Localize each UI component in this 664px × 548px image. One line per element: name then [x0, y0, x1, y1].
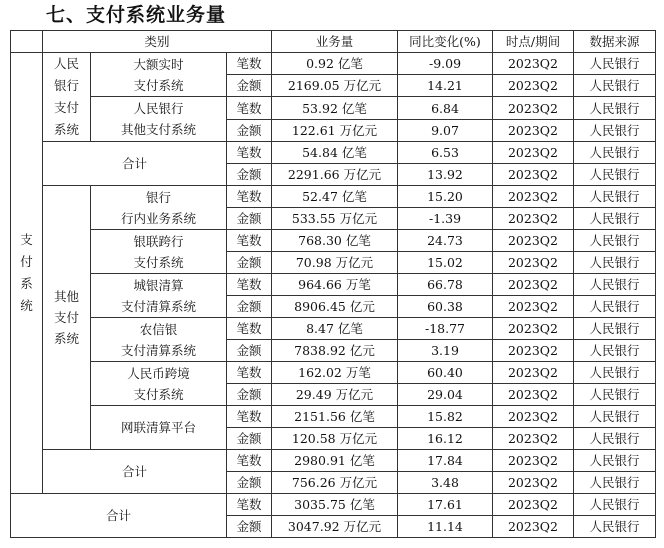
source-cell: 人民银行	[574, 494, 656, 516]
volume-cell: 2291.66 万亿元	[272, 164, 398, 186]
source-cell: 人民银行	[574, 97, 656, 120]
yoy-cell: 9.07	[398, 120, 493, 142]
yoy-cell: 29.04	[398, 384, 493, 406]
yoy-cell: -18.77	[398, 318, 493, 340]
volume-cell: 52.47 亿笔	[272, 186, 398, 208]
header-source: 数据来源	[574, 31, 656, 53]
metric-cell: 笔数	[227, 318, 272, 340]
volume-cell: 2151.56 亿笔	[272, 406, 398, 428]
period-cell: 2023Q2	[493, 164, 574, 186]
table-row	[11, 274, 656, 296]
source-cell: 人民银行	[574, 340, 656, 362]
volume-cell: 0.92 亿笔	[272, 53, 398, 75]
metric-cell: 笔数	[227, 274, 272, 296]
yoy-cell: 15.20	[398, 186, 493, 208]
volume-cell: 3035.75 亿笔	[272, 494, 398, 516]
metric-cell: 笔数	[227, 53, 272, 75]
metric-cell: 金额	[227, 75, 272, 97]
system-name: 农信银 支付清算系统	[91, 318, 227, 362]
volume-cell: 53.92 亿笔	[272, 97, 398, 120]
volume-cell: 8906.45 亿元	[272, 296, 398, 318]
period-cell: 2023Q2	[493, 252, 574, 274]
source-cell: 人民银行	[574, 472, 656, 494]
yoy-cell: -9.09	[398, 53, 493, 75]
yoy-cell: 14.21	[398, 75, 493, 97]
other-systems-label: 其他 支付 系统	[43, 186, 91, 450]
metric-cell: 笔数	[227, 186, 272, 208]
period-cell: 2023Q2	[493, 406, 574, 428]
period-cell: 2023Q2	[493, 186, 574, 208]
system-name: 人民币跨境 支付系统	[91, 362, 227, 406]
period-cell: 2023Q2	[493, 340, 574, 362]
period-cell: 2023Q2	[493, 296, 574, 318]
period-cell: 2023Q2	[493, 362, 574, 384]
period-cell: 2023Q2	[493, 516, 574, 538]
yoy-cell: 13.92	[398, 164, 493, 186]
subtotal-row	[11, 450, 656, 472]
table-row	[11, 186, 656, 208]
volume-cell: 70.98 万亿元	[272, 252, 398, 274]
period-cell: 2023Q2	[493, 120, 574, 142]
metric-cell: 金额	[227, 208, 272, 230]
source-cell: 人民银行	[574, 384, 656, 406]
metric-cell: 笔数	[227, 142, 272, 164]
system-name: 网联清算平台	[91, 406, 227, 450]
payment-systems-label: 支 付 系 统	[11, 53, 43, 494]
source-cell: 人民银行	[574, 428, 656, 450]
period-cell: 2023Q2	[493, 384, 574, 406]
table-row	[11, 230, 656, 252]
period-cell: 2023Q2	[493, 274, 574, 296]
source-cell: 人民银行	[574, 53, 656, 75]
system-name: 银联跨行 支付系统	[91, 230, 227, 274]
yoy-cell: 60.38	[398, 296, 493, 318]
source-cell: 人民银行	[574, 296, 656, 318]
source-cell: 人民银行	[574, 186, 656, 208]
volume-cell: 8.47 亿笔	[272, 318, 398, 340]
subtotal-row	[11, 142, 656, 164]
period-cell: 2023Q2	[493, 97, 574, 120]
header-period: 时点/期间	[493, 31, 574, 53]
volume-cell: 756.26 万亿元	[272, 472, 398, 494]
period-cell: 2023Q2	[493, 318, 574, 340]
period-cell: 2023Q2	[493, 142, 574, 164]
source-cell: 人民银行	[574, 75, 656, 97]
system-name: 大额实时 支付系统	[91, 53, 227, 97]
yoy-cell: 66.78	[398, 274, 493, 296]
metric-cell: 笔数	[227, 97, 272, 120]
volume-cell: 54.84 亿笔	[272, 142, 398, 164]
source-cell: 人民银行	[574, 274, 656, 296]
table-row	[11, 97, 656, 120]
yoy-cell: 17.84	[398, 450, 493, 472]
metric-cell: 金额	[227, 384, 272, 406]
period-cell: 2023Q2	[493, 208, 574, 230]
volume-cell: 533.55 万亿元	[272, 208, 398, 230]
volume-cell: 2169.05 万亿元	[272, 75, 398, 97]
volume-cell: 768.30 亿笔	[272, 230, 398, 252]
source-cell: 人民银行	[574, 164, 656, 186]
metric-cell: 笔数	[227, 406, 272, 428]
system-name: 人民银行 其他支付系统	[91, 97, 227, 142]
table-row	[11, 406, 656, 428]
system-name: 城银清算 支付清算系统	[91, 274, 227, 318]
volume-cell: 3047.92 万亿元	[272, 516, 398, 538]
system-name: 银行 行内业务系统	[91, 186, 227, 230]
period-cell: 2023Q2	[493, 494, 574, 516]
yoy-cell: 24.73	[398, 230, 493, 252]
volume-cell: 29.49 万亿元	[272, 384, 398, 406]
header-category: 类别	[43, 31, 272, 53]
volume-cell: 2980.91 亿笔	[272, 450, 398, 472]
pboc-subtotal-label: 合计	[43, 142, 227, 186]
period-cell: 2023Q2	[493, 450, 574, 472]
volume-cell: 120.58 万亿元	[272, 428, 398, 450]
source-cell: 人民银行	[574, 208, 656, 230]
period-cell: 2023Q2	[493, 230, 574, 252]
metric-cell: 金额	[227, 472, 272, 494]
yoy-cell: 16.12	[398, 428, 493, 450]
metric-cell: 笔数	[227, 450, 272, 472]
yoy-cell: 17.61	[398, 494, 493, 516]
metric-cell: 金额	[227, 516, 272, 538]
source-cell: 人民银行	[574, 318, 656, 340]
volume-cell: 122.61 万亿元	[272, 120, 398, 142]
grand-total-row	[11, 494, 656, 516]
header-yoy: 同比变化(%)	[398, 31, 493, 53]
metric-cell: 笔数	[227, 230, 272, 252]
source-cell: 人民银行	[574, 252, 656, 274]
volume-cell: 964.66 万笔	[272, 274, 398, 296]
period-cell: 2023Q2	[493, 75, 574, 97]
metric-cell: 金额	[227, 252, 272, 274]
table-row	[11, 362, 656, 384]
volume-cell: 7838.92 亿元	[272, 340, 398, 362]
period-cell: 2023Q2	[493, 472, 574, 494]
header-volume: 业务量	[272, 31, 398, 53]
pboc-systems-label: 人民 银行 支付 系统	[43, 53, 91, 142]
yoy-cell: 6.84	[398, 97, 493, 120]
header-row	[11, 31, 656, 53]
payment-volume-table	[10, 30, 656, 538]
source-cell: 人民银行	[574, 516, 656, 538]
corner-cell	[11, 31, 43, 53]
yoy-cell: -1.39	[398, 208, 493, 230]
period-cell: 2023Q2	[493, 428, 574, 450]
table-row	[11, 318, 656, 340]
yoy-cell: 3.19	[398, 340, 493, 362]
volume-cell: 162.02 万笔	[272, 362, 398, 384]
metric-cell: 金额	[227, 428, 272, 450]
metric-cell: 笔数	[227, 494, 272, 516]
metric-cell: 笔数	[227, 362, 272, 384]
yoy-cell: 15.02	[398, 252, 493, 274]
grand-total-label: 合计	[11, 494, 227, 538]
yoy-cell: 15.82	[398, 406, 493, 428]
other-subtotal-label: 合计	[43, 450, 227, 494]
yoy-cell: 11.14	[398, 516, 493, 538]
source-cell: 人民银行	[574, 362, 656, 384]
yoy-cell: 6.53	[398, 142, 493, 164]
metric-cell: 金额	[227, 164, 272, 186]
metric-cell: 金额	[227, 340, 272, 362]
source-cell: 人民银行	[574, 230, 656, 252]
metric-cell: 金额	[227, 296, 272, 318]
source-cell: 人民银行	[574, 406, 656, 428]
yoy-cell: 3.48	[398, 472, 493, 494]
table-row	[11, 53, 656, 75]
metric-cell: 金额	[227, 120, 272, 142]
yoy-cell: 60.40	[398, 362, 493, 384]
page-title: 七、支付系统业务量	[46, 4, 227, 26]
source-cell: 人民银行	[574, 120, 656, 142]
source-cell: 人民银行	[574, 142, 656, 164]
period-cell: 2023Q2	[493, 53, 574, 75]
source-cell: 人民银行	[574, 450, 656, 472]
